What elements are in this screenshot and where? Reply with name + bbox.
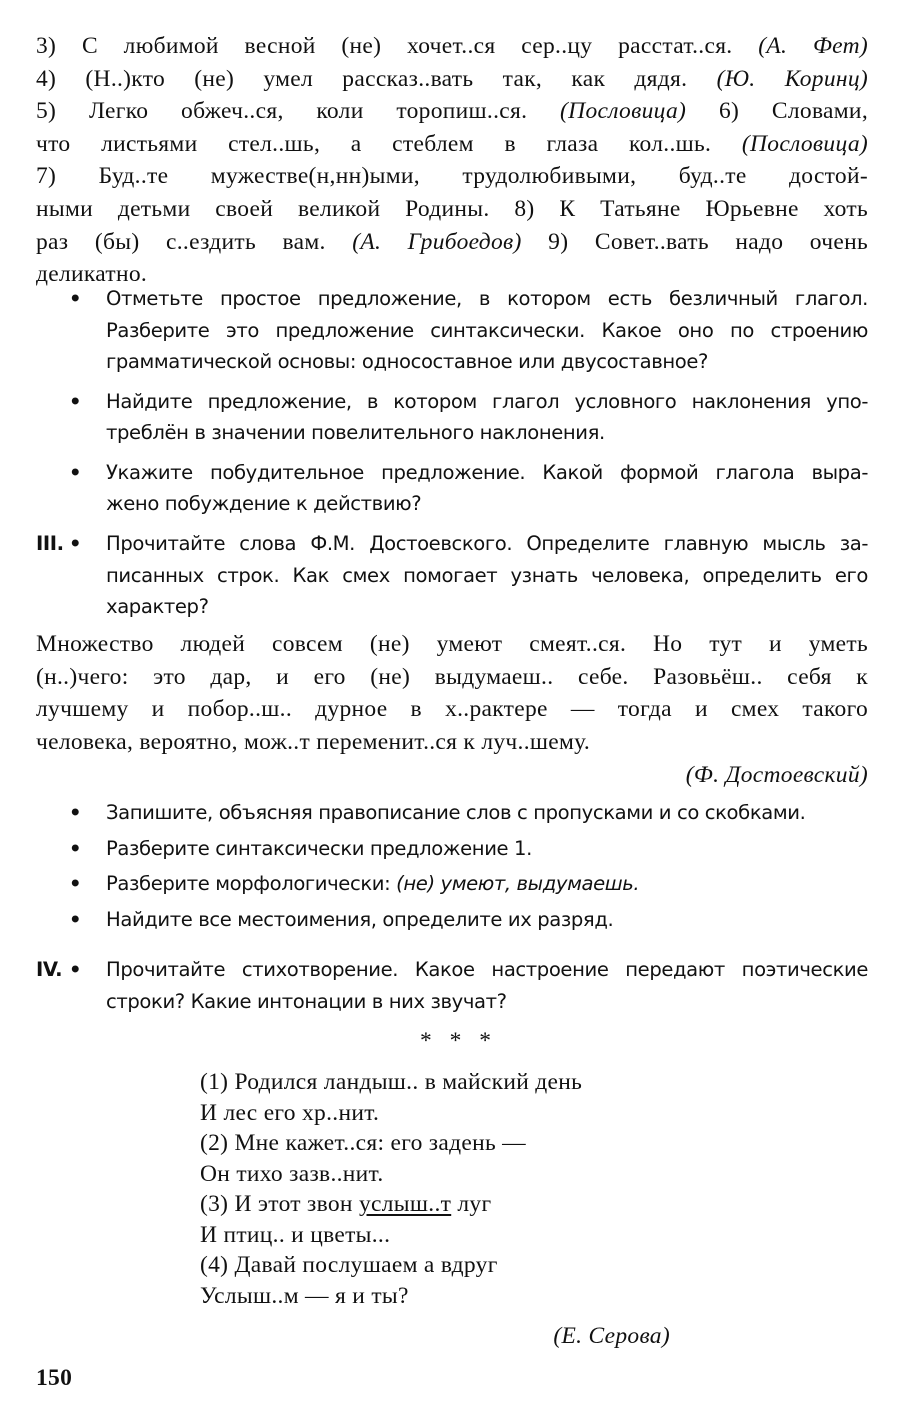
poem-line: (2) Мне кажет..ся: его задень — (200, 1130, 526, 1156)
quote-author: (Ф. Достоевский) (685, 762, 868, 788)
underlined-word: услыш..т (358, 1191, 452, 1217)
section-3-task: Прочитайте слова Ф.М. Достоевского. Определите главную мысль за- писанных строк. Как смех помогает узнать человека, определить его характер? (106, 532, 868, 618)
poem-line: (1) Родился ландыш.. в майский день (200, 1069, 583, 1095)
task-item: • Разберите морфологически: (не) умеют, выдумаешь. (36, 868, 868, 900)
page-number: 150 (36, 1365, 73, 1391)
sentence-line: 3) С любимой весной (не) хочет..ся сер..цу расстат..ся. (А. Фет) (36, 33, 868, 59)
bullet-icon: • (69, 389, 82, 413)
sentence-line: 7) Буд..те мужестве(н,нн)ыми, трудолюбивыми, буд..те достой- (36, 163, 868, 190)
bullet-icon: • (69, 907, 82, 931)
dostoevsky-quote: Множество людей совсем (не) умеют смеят..ся. Но тут и уметь (н..)чего: это дар, и его (не) выдумаеш.. себе. Разовьёш.. себя к лучшему и побор..ш.. дурное в х..рактере — тогда и смех такого человека, вероятно, мож..т переменит..ся к луч..шему. (36, 631, 868, 755)
section-4-task: Прочитайте стихотворение. Какое настроение передают поэтические строки? Какие интонации в них звучат? (106, 958, 868, 1013)
poem-line: Услыш..м — я и ты? (200, 1282, 409, 1309)
poem-line: Он тихо зазв..нит. (200, 1160, 384, 1187)
citation: (А. Фет) (758, 33, 868, 59)
section-number: IV. (36, 958, 63, 981)
bullet-icon: • (69, 460, 82, 484)
poem (200, 1066, 582, 1310)
bullet-icon: • (69, 958, 82, 981)
sentence-line: что листьями стел..шь, а стеблем в глаза кол..шь. (Пословица) (36, 130, 868, 157)
bullet-icon: • (69, 801, 82, 824)
task-item: • Найдите все местоимения, определите их разряд. (36, 904, 868, 936)
poem-line: (3) И этот звон услыш..т луг (200, 1191, 492, 1217)
bullet-icon: • (69, 836, 82, 860)
bullet-icon: • (69, 532, 82, 555)
sentence-line: ными детьми своей великой Родины. 8) К Татьяне Юрьевне хоть (36, 195, 868, 222)
section-3 (36, 528, 868, 623)
bullet-icon: • (69, 872, 82, 895)
section-4 (36, 954, 868, 1017)
italic-words: (не) умеют, выдумаешь. (396, 872, 640, 895)
task-list (36, 283, 868, 528)
exercise-sentences (36, 30, 868, 291)
poem-stars: * * * (420, 1028, 497, 1054)
citation: (А. Грибоедов) (352, 228, 522, 255)
section-number: III. (36, 532, 64, 555)
task-list (36, 797, 868, 943)
task-item: • Найдите предложение, в котором глагол условного наклонения упо- треблён в значении повелительного наклонения. (36, 386, 868, 449)
poem-line: И лес его хр..нит. (200, 1099, 380, 1126)
task-item: • Укажите побудительное предложение. Какой формой глагола выра- жено побуждение к действию? (36, 457, 868, 520)
poem-line: И птиц.. и цветы... (200, 1221, 391, 1248)
poem-author: (Е. Серова) (553, 1323, 670, 1349)
sentence-line: раз (бы) с..ездить вам. (А. Грибоедов) 9) Совет..вать надо очень (36, 228, 868, 255)
sentence-line: 5) Легко обжеч..ся, коли торопиш..ся. (Пословица) 6) Словами, (36, 98, 868, 125)
task-item: • Отметьте простое предложение, в котором есть безличный глагол. Разберите это предложение синтаксически. Какое оно по строению грамматической основы: односоставное или двусоставное? (36, 283, 868, 378)
sentence-line: деликатно. (36, 261, 148, 288)
sentence-line: 4) (Н..)кто (не) умел рассказ..вать так, как дядя. (Ю. Коринц) (36, 65, 869, 92)
task-item: • Запишите, объясняя правописание слов с пропусками и со скобками. (36, 797, 868, 829)
task-item: • Разберите синтаксически предложение 1. (36, 833, 868, 865)
citation: (Ю. Коринц) (716, 65, 869, 92)
citation: (Пословица) (741, 130, 868, 157)
bullet-icon: • (69, 287, 82, 310)
poem-line: (4) Давай послушаем а вдруг (200, 1252, 498, 1278)
citation: (Пословица) (560, 98, 687, 125)
